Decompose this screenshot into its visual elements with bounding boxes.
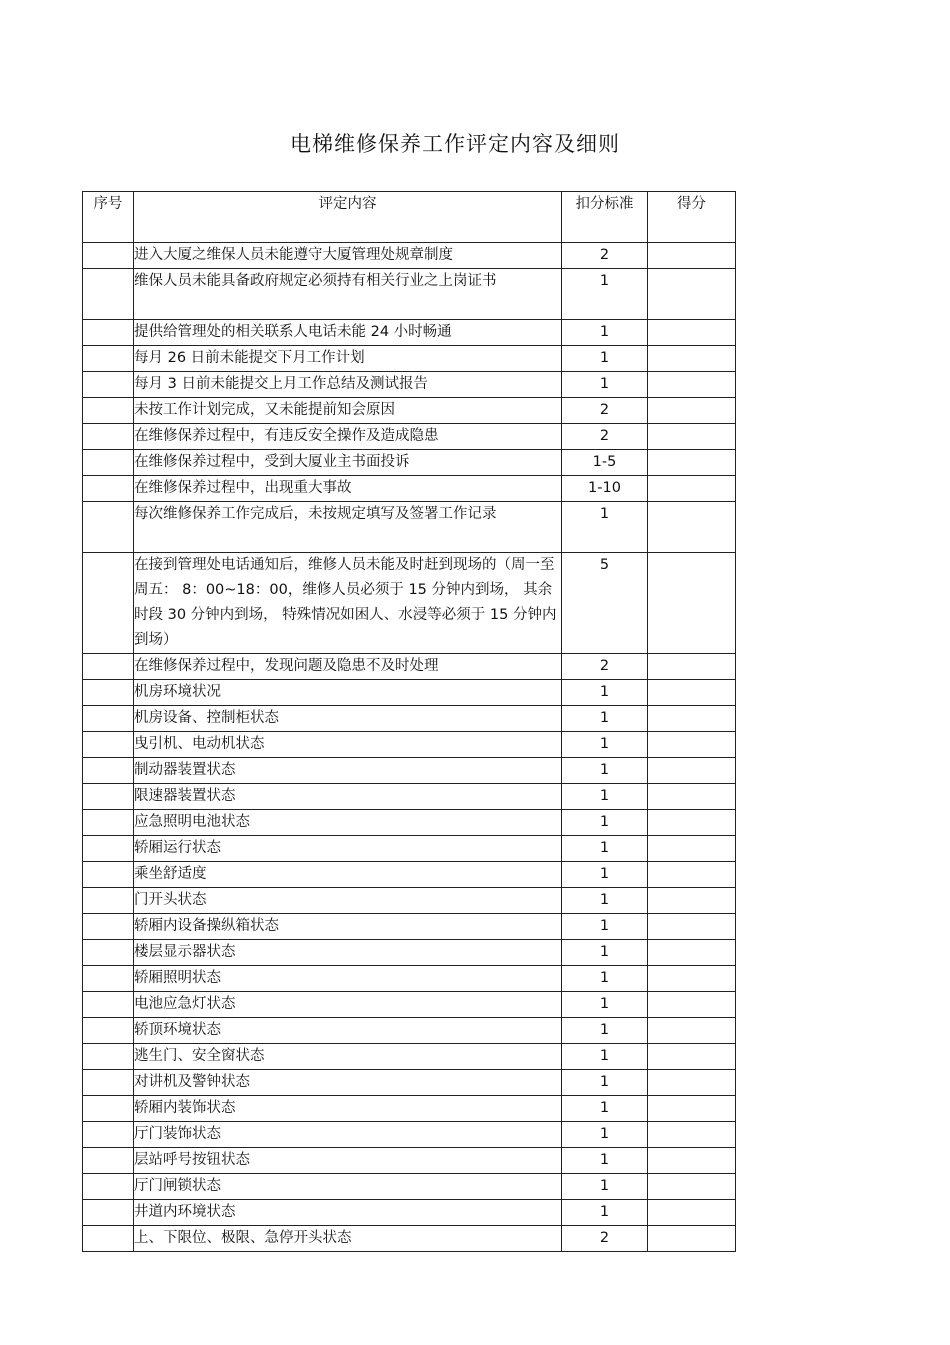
cell-score bbox=[648, 992, 736, 1018]
cell-content: 厅门闸锁状态 bbox=[134, 1174, 562, 1200]
cell-content: 机房环境状况 bbox=[134, 680, 562, 706]
cell-standard: 1 bbox=[562, 1200, 648, 1226]
cell-standard: 2 bbox=[562, 243, 648, 269]
cell-standard: 1 bbox=[562, 940, 648, 966]
table-row bbox=[83, 654, 736, 680]
cell-standard: 1 bbox=[562, 1070, 648, 1096]
cell-standard: 1 bbox=[562, 758, 648, 784]
cell-seq bbox=[83, 1174, 134, 1200]
cell-seq bbox=[83, 680, 134, 706]
cell-content: 层站呼号按钮状态 bbox=[134, 1148, 562, 1174]
cell-seq bbox=[83, 1148, 134, 1174]
cell-standard: 1 bbox=[562, 320, 648, 346]
table-row bbox=[83, 680, 736, 706]
cell-content: 在维修保养过程中，有违反安全操作及造成隐患 bbox=[134, 424, 562, 450]
cell-seq bbox=[83, 1226, 134, 1252]
cell-seq bbox=[83, 553, 134, 654]
table-row bbox=[83, 1226, 736, 1252]
table-row bbox=[83, 758, 736, 784]
header-standard: 扣分标准 bbox=[562, 192, 648, 243]
table-row bbox=[83, 966, 736, 992]
cell-score bbox=[648, 1122, 736, 1148]
cell-seq bbox=[83, 758, 134, 784]
cell-score bbox=[648, 758, 736, 784]
cell-content: 每月 26 日前未能提交下月工作计划 bbox=[134, 346, 562, 372]
cell-content: 轿厢照明状态 bbox=[134, 966, 562, 992]
cell-seq bbox=[83, 346, 134, 372]
table-row bbox=[83, 836, 736, 862]
cell-score bbox=[648, 784, 736, 810]
table-row bbox=[83, 1148, 736, 1174]
cell-standard: 1 bbox=[562, 1096, 648, 1122]
cell-content: 在接到管理处电话通知后，维修人员未能及时赶到现场的（周一至周五： 8：00~18：00，维修人员必须于 15 分钟内到场， 其余时段 30 分钟内到场， 特殊情况如困人、水浸等必须于 15 分钟内到场） bbox=[134, 553, 562, 654]
cell-standard: 1-10 bbox=[562, 476, 648, 502]
cell-content: 在维修保养过程中，发现问题及隐患不及时处理 bbox=[134, 654, 562, 680]
cell-content: 在维修保养过程中，受到大厦业主书面投诉 bbox=[134, 450, 562, 476]
cell-standard: 2 bbox=[562, 398, 648, 424]
cell-content: 门开头状态 bbox=[134, 888, 562, 914]
cell-seq bbox=[83, 269, 134, 320]
cell-seq bbox=[83, 810, 134, 836]
cell-seq bbox=[83, 732, 134, 758]
cell-seq bbox=[83, 450, 134, 476]
cell-score bbox=[648, 706, 736, 732]
cell-content: 在维修保养过程中，出现重大事故 bbox=[134, 476, 562, 502]
cell-content: 轿厢内装饰状态 bbox=[134, 1096, 562, 1122]
cell-standard: 1 bbox=[562, 1122, 648, 1148]
cell-score bbox=[648, 654, 736, 680]
header-seq: 序号 bbox=[83, 192, 134, 243]
table-row bbox=[83, 502, 736, 553]
cell-standard: 1 bbox=[562, 706, 648, 732]
cell-content: 轿顶环境状态 bbox=[134, 1018, 562, 1044]
cell-content: 提供给管理处的相关联系人电话未能 24 小时畅通 bbox=[134, 320, 562, 346]
cell-score bbox=[648, 1226, 736, 1252]
cell-standard: 1 bbox=[562, 914, 648, 940]
cell-score bbox=[648, 502, 736, 553]
cell-score bbox=[648, 269, 736, 320]
table-row bbox=[83, 553, 736, 654]
cell-seq bbox=[83, 1096, 134, 1122]
cell-standard: 1 bbox=[562, 1148, 648, 1174]
cell-seq bbox=[83, 243, 134, 269]
cell-score bbox=[648, 372, 736, 398]
cell-standard: 1 bbox=[562, 269, 648, 320]
table-row bbox=[83, 450, 736, 476]
cell-seq bbox=[83, 1122, 134, 1148]
cell-seq bbox=[83, 836, 134, 862]
table-row bbox=[83, 862, 736, 888]
cell-content: 进入大厦之维保人员未能遵守大厦管理处规章制度 bbox=[134, 243, 562, 269]
table-row bbox=[83, 398, 736, 424]
table-row bbox=[83, 1044, 736, 1070]
table-row bbox=[83, 1174, 736, 1200]
header-score: 得分 bbox=[648, 192, 736, 243]
cell-content: 轿厢运行状态 bbox=[134, 836, 562, 862]
cell-score bbox=[648, 1018, 736, 1044]
table-row bbox=[83, 992, 736, 1018]
cell-standard: 1 bbox=[562, 1044, 648, 1070]
cell-score bbox=[648, 553, 736, 654]
cell-content: 未按工作计划完成，又未能提前知会原因 bbox=[134, 398, 562, 424]
cell-score bbox=[648, 966, 736, 992]
evaluation-table bbox=[82, 191, 736, 1252]
cell-score bbox=[648, 320, 736, 346]
cell-content: 曳引机、电动机状态 bbox=[134, 732, 562, 758]
table-row bbox=[83, 914, 736, 940]
table-row bbox=[83, 732, 736, 758]
cell-standard: 1 bbox=[562, 992, 648, 1018]
cell-score bbox=[648, 810, 736, 836]
cell-seq bbox=[83, 706, 134, 732]
cell-standard: 1-5 bbox=[562, 450, 648, 476]
cell-score bbox=[648, 1044, 736, 1070]
cell-seq bbox=[83, 1044, 134, 1070]
header-content: 评定内容 bbox=[134, 192, 562, 243]
cell-content: 对讲机及警钟状态 bbox=[134, 1070, 562, 1096]
table-row bbox=[83, 320, 736, 346]
cell-seq bbox=[83, 1070, 134, 1096]
cell-content: 每月 3 日前未能提交上月工作总结及测试报告 bbox=[134, 372, 562, 398]
table-row bbox=[83, 1070, 736, 1096]
cell-seq bbox=[83, 424, 134, 450]
cell-content: 限速器装置状态 bbox=[134, 784, 562, 810]
table-row bbox=[83, 243, 736, 269]
table-row bbox=[83, 346, 736, 372]
cell-content: 制动器装置状态 bbox=[134, 758, 562, 784]
cell-seq bbox=[83, 654, 134, 680]
cell-score bbox=[648, 732, 736, 758]
cell-standard: 2 bbox=[562, 654, 648, 680]
cell-seq bbox=[83, 784, 134, 810]
cell-seq bbox=[83, 914, 134, 940]
table-row bbox=[83, 424, 736, 450]
document-title: 电梯维修保养工作评定内容及细则 bbox=[290, 132, 620, 156]
cell-standard: 5 bbox=[562, 553, 648, 654]
cell-score bbox=[648, 424, 736, 450]
cell-seq bbox=[83, 888, 134, 914]
table-row bbox=[83, 476, 736, 502]
cell-score bbox=[648, 680, 736, 706]
cell-score bbox=[648, 476, 736, 502]
cell-seq bbox=[83, 372, 134, 398]
cell-content: 轿厢内设备操纵箱状态 bbox=[134, 914, 562, 940]
cell-content: 厅门装饰状态 bbox=[134, 1122, 562, 1148]
cell-content: 应急照明电池状态 bbox=[134, 810, 562, 836]
cell-content: 井道内环境状态 bbox=[134, 1200, 562, 1226]
cell-score bbox=[648, 398, 736, 424]
table-row bbox=[83, 810, 736, 836]
cell-content: 楼层显示器状态 bbox=[134, 940, 562, 966]
cell-score bbox=[648, 888, 736, 914]
cell-score bbox=[648, 1174, 736, 1200]
cell-standard: 2 bbox=[562, 424, 648, 450]
cell-score bbox=[648, 1070, 736, 1096]
cell-score bbox=[648, 1200, 736, 1226]
cell-score bbox=[648, 836, 736, 862]
cell-seq bbox=[83, 862, 134, 888]
cell-content: 维保人员未能具备政府规定必须持有相关行业之上岗证书 bbox=[134, 269, 562, 320]
cell-standard: 1 bbox=[562, 372, 648, 398]
cell-seq bbox=[83, 966, 134, 992]
cell-seq bbox=[83, 320, 134, 346]
cell-standard: 1 bbox=[562, 862, 648, 888]
table-row bbox=[83, 372, 736, 398]
cell-seq bbox=[83, 398, 134, 424]
cell-score bbox=[648, 243, 736, 269]
table-row bbox=[83, 940, 736, 966]
cell-score bbox=[648, 862, 736, 888]
table-row bbox=[83, 1122, 736, 1148]
cell-standard: 1 bbox=[562, 836, 648, 862]
cell-content: 电池应急灯状态 bbox=[134, 992, 562, 1018]
table-row bbox=[83, 784, 736, 810]
cell-seq bbox=[83, 992, 134, 1018]
cell-seq bbox=[83, 476, 134, 502]
cell-seq bbox=[83, 502, 134, 553]
cell-content: 逃生门、安全窗状态 bbox=[134, 1044, 562, 1070]
cell-score bbox=[648, 450, 736, 476]
cell-score bbox=[648, 940, 736, 966]
cell-standard: 1 bbox=[562, 1174, 648, 1200]
cell-seq bbox=[83, 940, 134, 966]
table-header-row bbox=[83, 192, 736, 243]
cell-standard: 1 bbox=[562, 502, 648, 553]
cell-standard: 2 bbox=[562, 1226, 648, 1252]
cell-score bbox=[648, 914, 736, 940]
cell-seq bbox=[83, 1200, 134, 1226]
cell-standard: 1 bbox=[562, 732, 648, 758]
table-row bbox=[83, 269, 736, 320]
cell-content: 机房设备、控制柜状态 bbox=[134, 706, 562, 732]
cell-standard: 1 bbox=[562, 966, 648, 992]
cell-standard: 1 bbox=[562, 784, 648, 810]
table-row bbox=[83, 888, 736, 914]
cell-score bbox=[648, 1096, 736, 1122]
cell-score bbox=[648, 346, 736, 372]
cell-content: 乘坐舒适度 bbox=[134, 862, 562, 888]
table-row bbox=[83, 706, 736, 732]
cell-seq bbox=[83, 1018, 134, 1044]
table-row bbox=[83, 1200, 736, 1226]
cell-content: 上、下限位、极限、急停开头状态 bbox=[134, 1226, 562, 1252]
cell-standard: 1 bbox=[562, 1018, 648, 1044]
cell-standard: 1 bbox=[562, 888, 648, 914]
cell-content: 每次维修保养工作完成后，未按规定填写及签署工作记录 bbox=[134, 502, 562, 553]
cell-standard: 1 bbox=[562, 346, 648, 372]
cell-standard: 1 bbox=[562, 680, 648, 706]
table-row bbox=[83, 1096, 736, 1122]
table-row bbox=[83, 1018, 736, 1044]
cell-standard: 1 bbox=[562, 810, 648, 836]
cell-score bbox=[648, 1148, 736, 1174]
